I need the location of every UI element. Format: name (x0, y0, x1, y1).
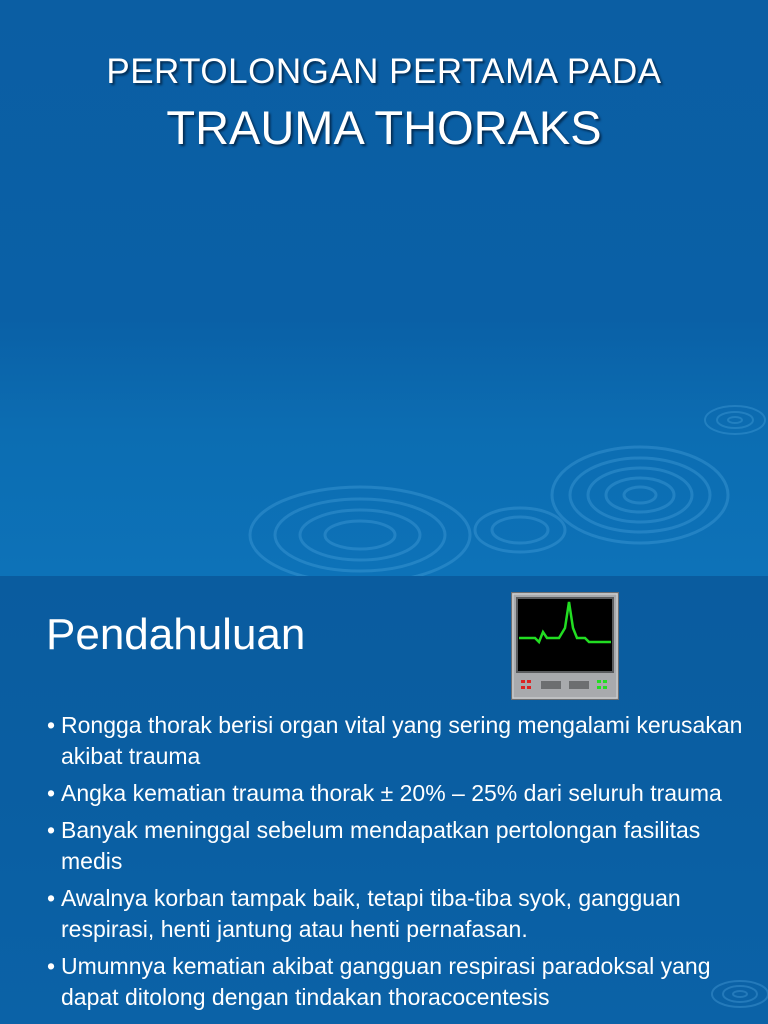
bullet-icon: • (47, 953, 56, 979)
list-item (46, 951, 746, 1013)
list-item (46, 883, 746, 945)
bullet-icon: • (47, 885, 56, 911)
bullet-icon: • (47, 780, 56, 806)
title-line-1: PERTOLONGAN PERTAMA PADA (106, 52, 662, 91)
bullet-list (46, 710, 746, 1019)
list-item (46, 815, 746, 877)
title-line-2: TRAUMA THORAKS (166, 101, 602, 154)
bullet-icon: • (47, 817, 56, 843)
slide-heading: Pendahuluan (46, 610, 306, 659)
bullet-text: Umumnya kematian akibat gangguan respirasi paradoksal yang dapat ditolong dengan tindakan thoracocentesis (61, 953, 711, 1010)
bullet-icon: • (47, 712, 56, 738)
bullet-text: Banyak meninggal sebelum mendapatkan pertolongan fasilitas medis (61, 817, 701, 874)
list-item (46, 778, 746, 809)
water-ripple-decoration (700, 964, 768, 1024)
bullet-text: Awalnya korban tampak baik, tetapi tiba-tiba syok, gangguan respirasi, henti jantung atau henti pernafasan. (61, 885, 681, 942)
list-item (46, 710, 746, 772)
bullet-text: Angka kematian trauma thorak ± 20% – 25% dari seluruh trauma (61, 780, 722, 806)
bullet-text: Rongga thorak berisi organ vital yang sering mengalami kerusakan akibat trauma (61, 712, 743, 769)
heart-monitor-icon (511, 592, 619, 700)
content-slide (0, 576, 768, 1024)
